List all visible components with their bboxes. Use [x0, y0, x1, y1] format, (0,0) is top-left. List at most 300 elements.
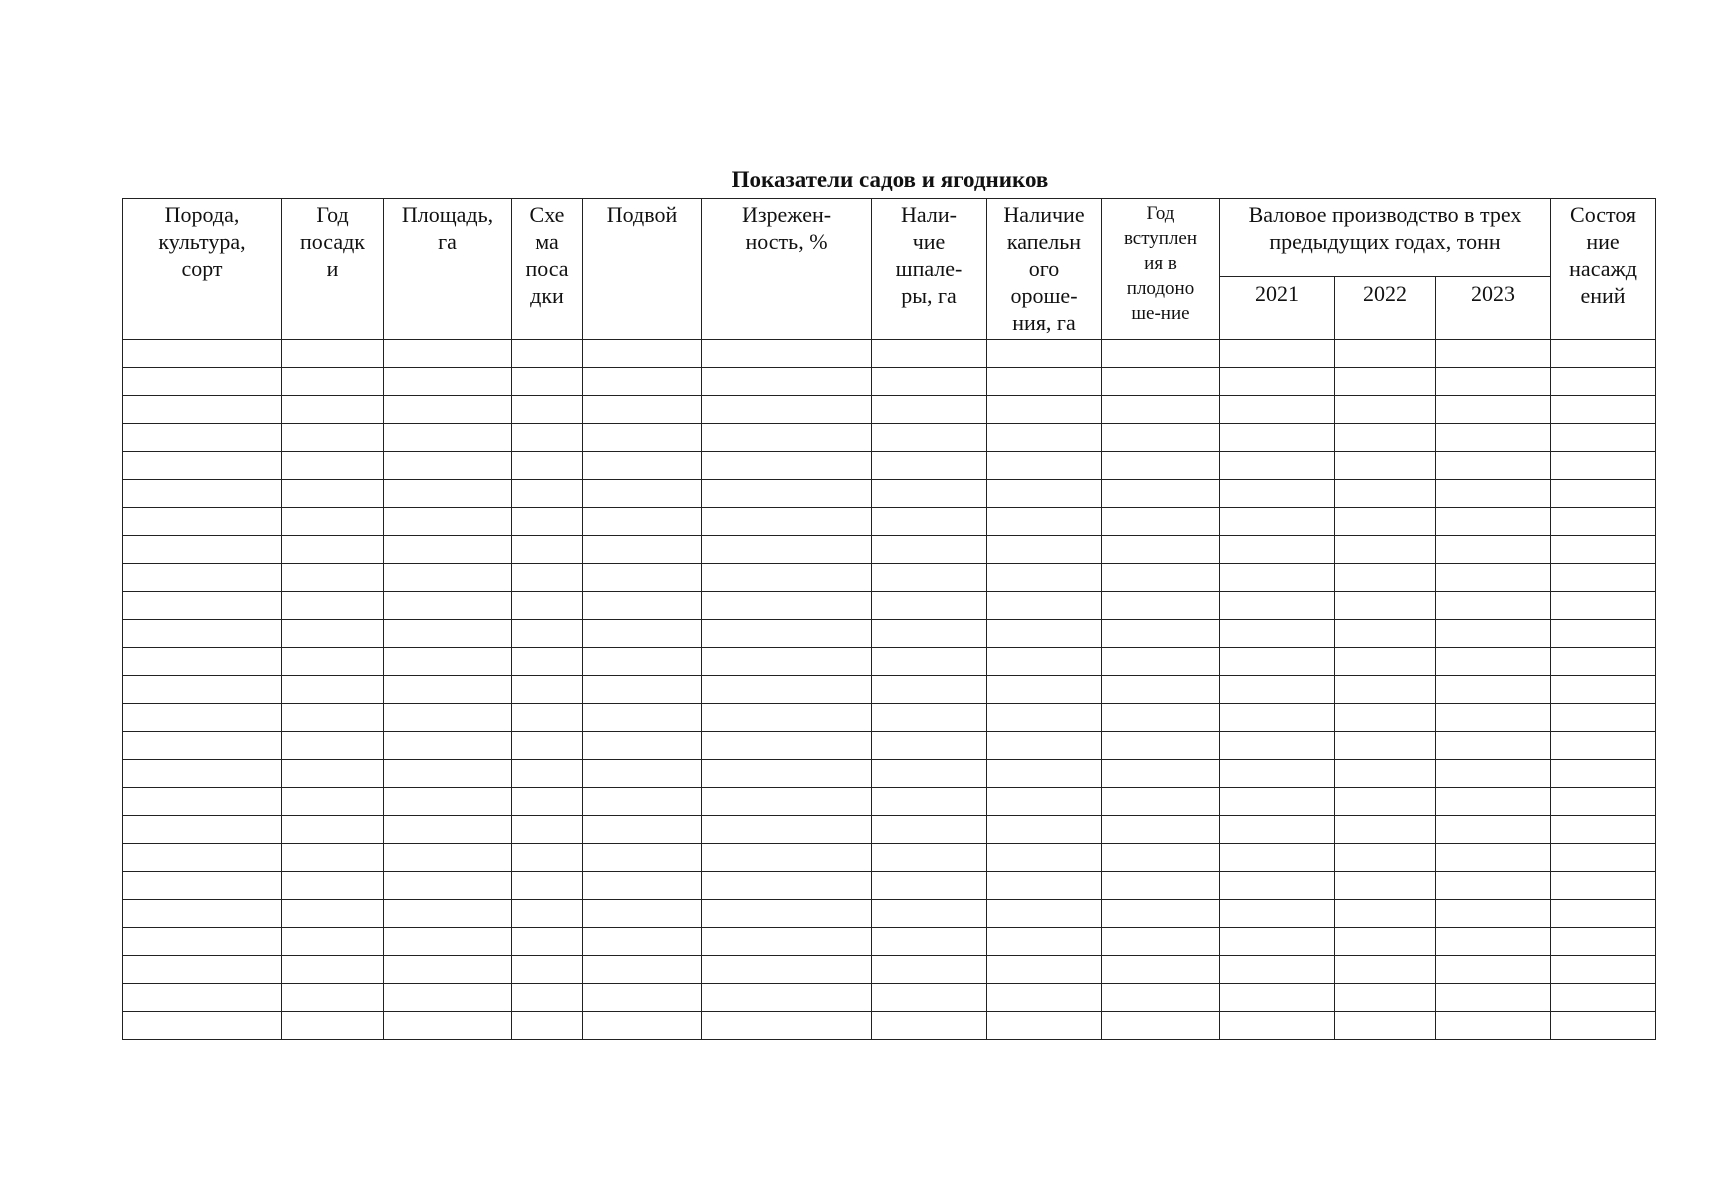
table-cell[interactable] — [1102, 676, 1220, 704]
table-cell[interactable] — [987, 564, 1102, 592]
table-cell[interactable] — [702, 676, 872, 704]
table-cell[interactable] — [123, 452, 282, 480]
table-cell[interactable] — [1551, 480, 1656, 508]
table-cell[interactable] — [1220, 676, 1335, 704]
table-cell[interactable] — [512, 340, 583, 368]
table-cell[interactable] — [1436, 760, 1551, 788]
table-cell[interactable] — [1436, 452, 1551, 480]
table-cell[interactable] — [1551, 928, 1656, 956]
table-cell[interactable] — [1102, 564, 1220, 592]
table-cell[interactable] — [1335, 956, 1436, 984]
table-cell[interactable] — [1220, 620, 1335, 648]
table-cell[interactable] — [512, 592, 583, 620]
table-cell[interactable] — [872, 956, 987, 984]
table-cell[interactable] — [987, 1012, 1102, 1040]
table-cell[interactable] — [702, 984, 872, 1012]
table-cell[interactable] — [702, 536, 872, 564]
table-cell[interactable] — [1102, 928, 1220, 956]
table-cell[interactable] — [282, 872, 384, 900]
table-cell[interactable] — [1551, 424, 1656, 452]
table-cell[interactable] — [1102, 956, 1220, 984]
table-cell[interactable] — [384, 676, 512, 704]
table-cell[interactable] — [123, 480, 282, 508]
table-cell[interactable] — [1220, 1012, 1335, 1040]
table-cell[interactable] — [1102, 592, 1220, 620]
table-cell[interactable] — [583, 956, 702, 984]
table-cell[interactable] — [282, 368, 384, 396]
table-cell[interactable] — [1102, 480, 1220, 508]
table-cell[interactable] — [872, 396, 987, 424]
table-cell[interactable] — [384, 396, 512, 424]
table-cell[interactable] — [583, 648, 702, 676]
table-cell[interactable] — [1102, 760, 1220, 788]
table-cell[interactable] — [123, 760, 282, 788]
table-cell[interactable] — [583, 760, 702, 788]
table-cell[interactable] — [583, 1012, 702, 1040]
table-cell[interactable] — [512, 536, 583, 564]
table-cell[interactable] — [583, 676, 702, 704]
table-cell[interactable] — [872, 928, 987, 956]
table-cell[interactable] — [1436, 844, 1551, 872]
table-cell[interactable] — [872, 1012, 987, 1040]
table-cell[interactable] — [702, 732, 872, 760]
table-cell[interactable] — [1102, 984, 1220, 1012]
table-cell[interactable] — [1335, 984, 1436, 1012]
table-cell[interactable] — [987, 872, 1102, 900]
table-cell[interactable] — [702, 508, 872, 536]
table-cell[interactable] — [987, 844, 1102, 872]
table-cell[interactable] — [1102, 620, 1220, 648]
table-cell[interactable] — [583, 564, 702, 592]
table-cell[interactable] — [1102, 816, 1220, 844]
table-cell[interactable] — [702, 956, 872, 984]
table-cell[interactable] — [1551, 956, 1656, 984]
table-cell[interactable] — [282, 648, 384, 676]
table-cell[interactable] — [384, 536, 512, 564]
table-cell[interactable] — [1220, 984, 1335, 1012]
table-cell[interactable] — [872, 900, 987, 928]
table-cell[interactable] — [123, 844, 282, 872]
table-cell[interactable] — [987, 900, 1102, 928]
table-cell[interactable] — [512, 368, 583, 396]
table-cell[interactable] — [702, 620, 872, 648]
table-cell[interactable] — [1102, 844, 1220, 872]
table-cell[interactable] — [1335, 648, 1436, 676]
table-cell[interactable] — [123, 340, 282, 368]
table-cell[interactable] — [512, 760, 583, 788]
table-cell[interactable] — [702, 340, 872, 368]
table-cell[interactable] — [1220, 480, 1335, 508]
table-cell[interactable] — [282, 340, 384, 368]
table-cell[interactable] — [1551, 872, 1656, 900]
table-cell[interactable] — [702, 1012, 872, 1040]
table-cell[interactable] — [123, 732, 282, 760]
table-cell[interactable] — [1551, 984, 1656, 1012]
table-cell[interactable] — [282, 816, 384, 844]
table-cell[interactable] — [282, 900, 384, 928]
table-cell[interactable] — [1220, 424, 1335, 452]
table-cell[interactable] — [1335, 424, 1436, 452]
table-cell[interactable] — [1551, 816, 1656, 844]
table-cell[interactable] — [123, 788, 282, 816]
table-cell[interactable] — [384, 452, 512, 480]
table-cell[interactable] — [512, 732, 583, 760]
table-cell[interactable] — [512, 424, 583, 452]
table-cell[interactable] — [1436, 900, 1551, 928]
table-cell[interactable] — [123, 564, 282, 592]
table-cell[interactable] — [872, 704, 987, 732]
table-cell[interactable] — [282, 536, 384, 564]
table-cell[interactable] — [282, 760, 384, 788]
table-cell[interactable] — [512, 676, 583, 704]
table-cell[interactable] — [1551, 900, 1656, 928]
table-cell[interactable] — [1335, 816, 1436, 844]
table-cell[interactable] — [1220, 928, 1335, 956]
table-cell[interactable] — [583, 928, 702, 956]
table-cell[interactable] — [1436, 620, 1551, 648]
table-cell[interactable] — [1102, 872, 1220, 900]
table-cell[interactable] — [1335, 480, 1436, 508]
table-cell[interactable] — [1551, 732, 1656, 760]
table-cell[interactable] — [1220, 704, 1335, 732]
table-cell[interactable] — [282, 956, 384, 984]
table-cell[interactable] — [282, 788, 384, 816]
table-cell[interactable] — [384, 648, 512, 676]
table-cell[interactable] — [282, 620, 384, 648]
table-cell[interactable] — [1220, 844, 1335, 872]
table-cell[interactable] — [282, 424, 384, 452]
table-cell[interactable] — [512, 704, 583, 732]
table-cell[interactable] — [583, 816, 702, 844]
table-cell[interactable] — [1102, 536, 1220, 564]
table-cell[interactable] — [1551, 788, 1656, 816]
table-cell[interactable] — [123, 816, 282, 844]
table-cell[interactable] — [702, 844, 872, 872]
table-cell[interactable] — [512, 984, 583, 1012]
table-cell[interactable] — [987, 424, 1102, 452]
table-cell[interactable] — [583, 508, 702, 536]
table-cell[interactable] — [1335, 928, 1436, 956]
table-cell[interactable] — [1335, 788, 1436, 816]
table-cell[interactable] — [1436, 648, 1551, 676]
table-cell[interactable] — [1551, 508, 1656, 536]
table-cell[interactable] — [702, 788, 872, 816]
table-cell[interactable] — [583, 732, 702, 760]
table-cell[interactable] — [1436, 788, 1551, 816]
table-cell[interactable] — [702, 928, 872, 956]
table-cell[interactable] — [1220, 340, 1335, 368]
table-cell[interactable] — [1436, 396, 1551, 424]
table-cell[interactable] — [872, 984, 987, 1012]
table-cell[interactable] — [1551, 340, 1656, 368]
table-cell[interactable] — [1436, 1012, 1551, 1040]
table-cell[interactable] — [987, 480, 1102, 508]
table-cell[interactable] — [583, 452, 702, 480]
table-cell[interactable] — [384, 760, 512, 788]
table-cell[interactable] — [1436, 480, 1551, 508]
table-cell[interactable] — [1220, 536, 1335, 564]
table-cell[interactable] — [123, 648, 282, 676]
table-cell[interactable] — [123, 368, 282, 396]
table-cell[interactable] — [702, 872, 872, 900]
table-cell[interactable] — [512, 396, 583, 424]
table-cell[interactable] — [384, 368, 512, 396]
table-cell[interactable] — [384, 788, 512, 816]
table-cell[interactable] — [1102, 648, 1220, 676]
table-cell[interactable] — [1335, 620, 1436, 648]
table-cell[interactable] — [1102, 704, 1220, 732]
table-cell[interactable] — [583, 424, 702, 452]
table-cell[interactable] — [1436, 340, 1551, 368]
table-cell[interactable] — [1436, 536, 1551, 564]
table-cell[interactable] — [872, 536, 987, 564]
table-cell[interactable] — [1436, 984, 1551, 1012]
table-cell[interactable] — [1102, 732, 1220, 760]
table-cell[interactable] — [1436, 816, 1551, 844]
table-cell[interactable] — [1436, 424, 1551, 452]
table-cell[interactable] — [987, 620, 1102, 648]
table-cell[interactable] — [512, 508, 583, 536]
table-cell[interactable] — [987, 984, 1102, 1012]
table-cell[interactable] — [583, 900, 702, 928]
table-cell[interactable] — [1551, 564, 1656, 592]
table-cell[interactable] — [123, 900, 282, 928]
table-cell[interactable] — [702, 480, 872, 508]
table-cell[interactable] — [872, 424, 987, 452]
table-cell[interactable] — [987, 928, 1102, 956]
table-cell[interactable] — [384, 508, 512, 536]
table-cell[interactable] — [987, 396, 1102, 424]
table-cell[interactable] — [1102, 340, 1220, 368]
table-cell[interactable] — [1335, 452, 1436, 480]
table-cell[interactable] — [872, 676, 987, 704]
table-cell[interactable] — [512, 844, 583, 872]
table-cell[interactable] — [872, 648, 987, 676]
table-cell[interactable] — [1220, 760, 1335, 788]
table-cell[interactable] — [987, 648, 1102, 676]
table-cell[interactable] — [1220, 872, 1335, 900]
table-cell[interactable] — [1220, 956, 1335, 984]
table-cell[interactable] — [1551, 760, 1656, 788]
table-cell[interactable] — [583, 620, 702, 648]
table-cell[interactable] — [872, 844, 987, 872]
table-cell[interactable] — [872, 480, 987, 508]
table-cell[interactable] — [123, 984, 282, 1012]
table-cell[interactable] — [1551, 704, 1656, 732]
table-cell[interactable] — [583, 480, 702, 508]
table-cell[interactable] — [872, 564, 987, 592]
table-cell[interactable] — [1551, 536, 1656, 564]
table-cell[interactable] — [987, 760, 1102, 788]
table-cell[interactable] — [1551, 368, 1656, 396]
table-cell[interactable] — [1436, 928, 1551, 956]
table-cell[interactable] — [384, 564, 512, 592]
table-cell[interactable] — [123, 620, 282, 648]
table-cell[interactable] — [1551, 1012, 1656, 1040]
table-cell[interactable] — [583, 592, 702, 620]
table-cell[interactable] — [384, 928, 512, 956]
table-cell[interactable] — [123, 872, 282, 900]
table-cell[interactable] — [1551, 844, 1656, 872]
table-cell[interactable] — [872, 760, 987, 788]
table-cell[interactable] — [872, 872, 987, 900]
table-cell[interactable] — [987, 452, 1102, 480]
table-cell[interactable] — [1551, 676, 1656, 704]
table-cell[interactable] — [512, 928, 583, 956]
table-cell[interactable] — [123, 396, 282, 424]
table-cell[interactable] — [282, 396, 384, 424]
table-cell[interactable] — [987, 676, 1102, 704]
table-cell[interactable] — [1436, 872, 1551, 900]
table-cell[interactable] — [1102, 508, 1220, 536]
table-cell[interactable] — [282, 984, 384, 1012]
table-cell[interactable] — [1436, 704, 1551, 732]
table-cell[interactable] — [987, 508, 1102, 536]
table-cell[interactable] — [1102, 424, 1220, 452]
table-cell[interactable] — [1220, 788, 1335, 816]
table-cell[interactable] — [512, 620, 583, 648]
table-cell[interactable] — [282, 564, 384, 592]
table-cell[interactable] — [872, 816, 987, 844]
table-cell[interactable] — [384, 844, 512, 872]
table-cell[interactable] — [987, 732, 1102, 760]
table-cell[interactable] — [1335, 844, 1436, 872]
table-cell[interactable] — [583, 536, 702, 564]
table-cell[interactable] — [987, 704, 1102, 732]
table-cell[interactable] — [512, 956, 583, 984]
table-cell[interactable] — [1335, 704, 1436, 732]
table-cell[interactable] — [123, 424, 282, 452]
table-cell[interactable] — [872, 592, 987, 620]
table-cell[interactable] — [1335, 396, 1436, 424]
table-cell[interactable] — [1335, 760, 1436, 788]
table-cell[interactable] — [583, 788, 702, 816]
table-cell[interactable] — [702, 424, 872, 452]
table-cell[interactable] — [282, 592, 384, 620]
table-cell[interactable] — [282, 704, 384, 732]
table-cell[interactable] — [1436, 508, 1551, 536]
table-cell[interactable] — [384, 732, 512, 760]
table-cell[interactable] — [384, 816, 512, 844]
table-cell[interactable] — [1551, 592, 1656, 620]
table-cell[interactable] — [1436, 732, 1551, 760]
table-cell[interactable] — [1102, 788, 1220, 816]
table-cell[interactable] — [512, 788, 583, 816]
table-cell[interactable] — [282, 508, 384, 536]
table-cell[interactable] — [512, 900, 583, 928]
table-cell[interactable] — [872, 452, 987, 480]
table-cell[interactable] — [1335, 1012, 1436, 1040]
table-cell[interactable] — [583, 368, 702, 396]
table-cell[interactable] — [123, 1012, 282, 1040]
table-cell[interactable] — [1335, 676, 1436, 704]
table-cell[interactable] — [384, 872, 512, 900]
table-cell[interactable] — [987, 368, 1102, 396]
table-cell[interactable] — [512, 1012, 583, 1040]
table-cell[interactable] — [1335, 872, 1436, 900]
table-cell[interactable] — [702, 452, 872, 480]
table-cell[interactable] — [282, 676, 384, 704]
table-cell[interactable] — [987, 788, 1102, 816]
table-cell[interactable] — [1220, 648, 1335, 676]
table-cell[interactable] — [583, 844, 702, 872]
table-cell[interactable] — [384, 424, 512, 452]
table-cell[interactable] — [702, 760, 872, 788]
table-cell[interactable] — [702, 648, 872, 676]
table-cell[interactable] — [1220, 508, 1335, 536]
table-cell[interactable] — [987, 536, 1102, 564]
table-cell[interactable] — [987, 956, 1102, 984]
table-cell[interactable] — [583, 396, 702, 424]
table-cell[interactable] — [384, 956, 512, 984]
table-cell[interactable] — [123, 956, 282, 984]
table-cell[interactable] — [123, 592, 282, 620]
table-cell[interactable] — [702, 368, 872, 396]
table-cell[interactable] — [1220, 816, 1335, 844]
table-cell[interactable] — [1436, 564, 1551, 592]
table-cell[interactable] — [1335, 564, 1436, 592]
table-cell[interactable] — [987, 340, 1102, 368]
table-cell[interactable] — [282, 732, 384, 760]
table-cell[interactable] — [583, 872, 702, 900]
table-cell[interactable] — [384, 592, 512, 620]
table-cell[interactable] — [384, 984, 512, 1012]
table-cell[interactable] — [1102, 368, 1220, 396]
table-cell[interactable] — [1335, 340, 1436, 368]
table-cell[interactable] — [1220, 592, 1335, 620]
table-cell[interactable] — [384, 900, 512, 928]
table-cell[interactable] — [384, 480, 512, 508]
table-cell[interactable] — [1551, 620, 1656, 648]
table-cell[interactable] — [1220, 452, 1335, 480]
table-cell[interactable] — [1335, 900, 1436, 928]
table-cell[interactable] — [1551, 396, 1656, 424]
table-cell[interactable] — [1220, 368, 1335, 396]
table-cell[interactable] — [702, 704, 872, 732]
table-cell[interactable] — [1335, 508, 1436, 536]
table-cell[interactable] — [583, 984, 702, 1012]
table-cell[interactable] — [872, 508, 987, 536]
table-cell[interactable] — [282, 844, 384, 872]
table-cell[interactable] — [1220, 564, 1335, 592]
table-cell[interactable] — [872, 620, 987, 648]
table-cell[interactable] — [1436, 592, 1551, 620]
table-cell[interactable] — [872, 732, 987, 760]
table-cell[interactable] — [512, 564, 583, 592]
table-cell[interactable] — [1220, 900, 1335, 928]
table-cell[interactable] — [384, 340, 512, 368]
table-cell[interactable] — [987, 592, 1102, 620]
table-cell[interactable] — [123, 676, 282, 704]
table-cell[interactable] — [702, 900, 872, 928]
table-cell[interactable] — [1220, 396, 1335, 424]
table-cell[interactable] — [583, 704, 702, 732]
table-cell[interactable] — [1102, 1012, 1220, 1040]
table-cell[interactable] — [1335, 368, 1436, 396]
table-cell[interactable] — [123, 536, 282, 564]
table-cell[interactable] — [123, 928, 282, 956]
table-cell[interactable] — [512, 452, 583, 480]
table-cell[interactable] — [702, 396, 872, 424]
table-cell[interactable] — [512, 648, 583, 676]
table-cell[interactable] — [872, 788, 987, 816]
table-cell[interactable] — [1335, 592, 1436, 620]
table-cell[interactable] — [384, 1012, 512, 1040]
table-cell[interactable] — [384, 704, 512, 732]
table-cell[interactable] — [702, 592, 872, 620]
table-cell[interactable] — [282, 480, 384, 508]
table-cell[interactable] — [702, 816, 872, 844]
